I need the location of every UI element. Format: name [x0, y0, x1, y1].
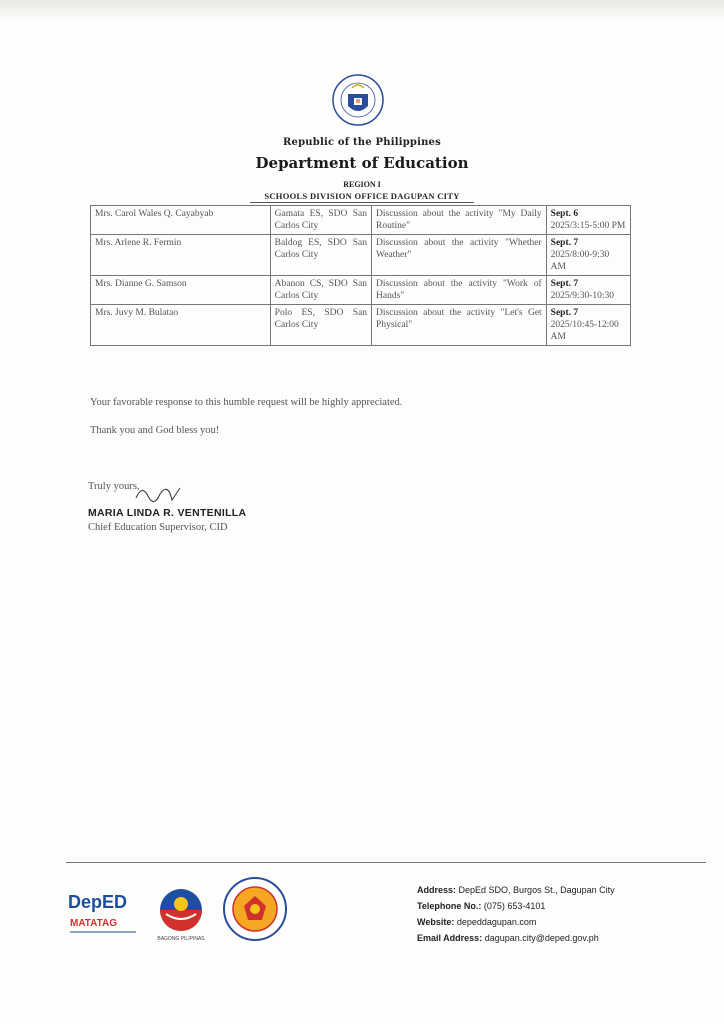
teacher-name: Mrs. Dianne G. Samson	[91, 276, 271, 305]
school: Gamata ES, SDO San Carlos City	[270, 206, 371, 235]
website-label: Website:	[417, 917, 455, 927]
signature-scribble	[128, 478, 188, 510]
activity: Discussion about the activity "Work of Hands"	[372, 276, 547, 305]
teacher-name: Mrs. Juvy M. Bulatao	[91, 305, 271, 346]
date-month: Sept. 6	[550, 209, 579, 219]
deped-matatag-logo	[66, 886, 146, 940]
signatory-position: Chief Education Supervisor, CID	[88, 522, 228, 533]
activity: Discussion about the activity "Whether Weather"	[372, 235, 547, 276]
deped-seal-icon	[332, 74, 384, 126]
republic-heading: Republic of the Philippines	[283, 137, 441, 148]
table-row	[91, 305, 631, 346]
scan-edge	[0, 0, 724, 22]
request-paragraph: Your favorable response to this humble request will be highly appreciated.	[90, 397, 403, 408]
date-month: Sept. 7	[550, 308, 579, 318]
department-heading: Department of Education	[255, 154, 469, 172]
sdo-dagupan-seal-icon	[222, 876, 288, 942]
phone-label: Telephone No.:	[417, 901, 482, 911]
table-row	[91, 235, 631, 276]
schedule-table	[90, 205, 631, 346]
activity: Discussion about the activity "My Daily Routine"	[372, 206, 547, 235]
footer-rule	[66, 862, 706, 863]
date-rest: 2025/3:15-5:00 PM	[550, 221, 626, 231]
date-time	[546, 305, 630, 346]
address-label: Address:	[417, 885, 457, 895]
division-heading: SCHOOLS DIVISION OFFICE DAGUPAN CITY	[264, 191, 460, 201]
header-rule	[250, 202, 474, 203]
table-row	[91, 276, 631, 305]
matatag-logo-text: MATATAG	[70, 918, 118, 929]
region-heading: REGION I	[343, 180, 381, 189]
bagong-pilipinas-logo	[150, 884, 212, 944]
website-line	[417, 914, 615, 930]
school: Polo ES, SDO San Carlos City	[270, 305, 371, 346]
phone-value: (075) 653-4101	[483, 901, 546, 911]
date-time	[546, 206, 630, 235]
email-line	[417, 930, 615, 946]
date-time	[546, 235, 630, 276]
closing-line: Truly yours,	[88, 481, 140, 492]
website-value[interactable]: depeddagupan.com	[456, 917, 537, 927]
school: Abanon CS, SDO San Carlos City	[270, 276, 371, 305]
date-month: Sept. 7	[550, 279, 579, 289]
date-rest: 2025/8:00-9:30 AM	[550, 250, 610, 272]
date-rest: 2025/9:30-10:30	[550, 291, 615, 301]
address-line	[417, 882, 615, 898]
contact-block	[417, 882, 615, 946]
bagong-pilipinas-text: BAGONG PILIPINAS	[157, 936, 205, 942]
email-value[interactable]: dagupan.city@deped.gov.ph	[484, 933, 599, 943]
phone-line	[417, 898, 615, 914]
date-time	[546, 276, 630, 305]
activity: Discussion about the activity "Let's Get Physical"	[372, 305, 547, 346]
table-row	[91, 206, 631, 235]
address-value: DepEd SDO, Burgos St., Dagupan City	[458, 885, 615, 895]
date-month: Sept. 7	[550, 238, 579, 248]
teacher-name: Mrs. Arlene R. Fermin	[91, 235, 271, 276]
deped-logo-text: DepED	[68, 892, 128, 912]
teacher-name: Mrs. Carol Wales Q. Cayabyab	[91, 206, 271, 235]
email-label: Email Address:	[417, 933, 483, 943]
school: Baldog ES, SDO San Carlos City	[270, 235, 371, 276]
signatory-name: MARIA LINDA R. VENTENILLA	[88, 507, 247, 519]
blessing-paragraph: Thank you and God bless you!	[90, 425, 220, 436]
date-rest: 2025/10:45-12:00 AM	[550, 320, 619, 342]
